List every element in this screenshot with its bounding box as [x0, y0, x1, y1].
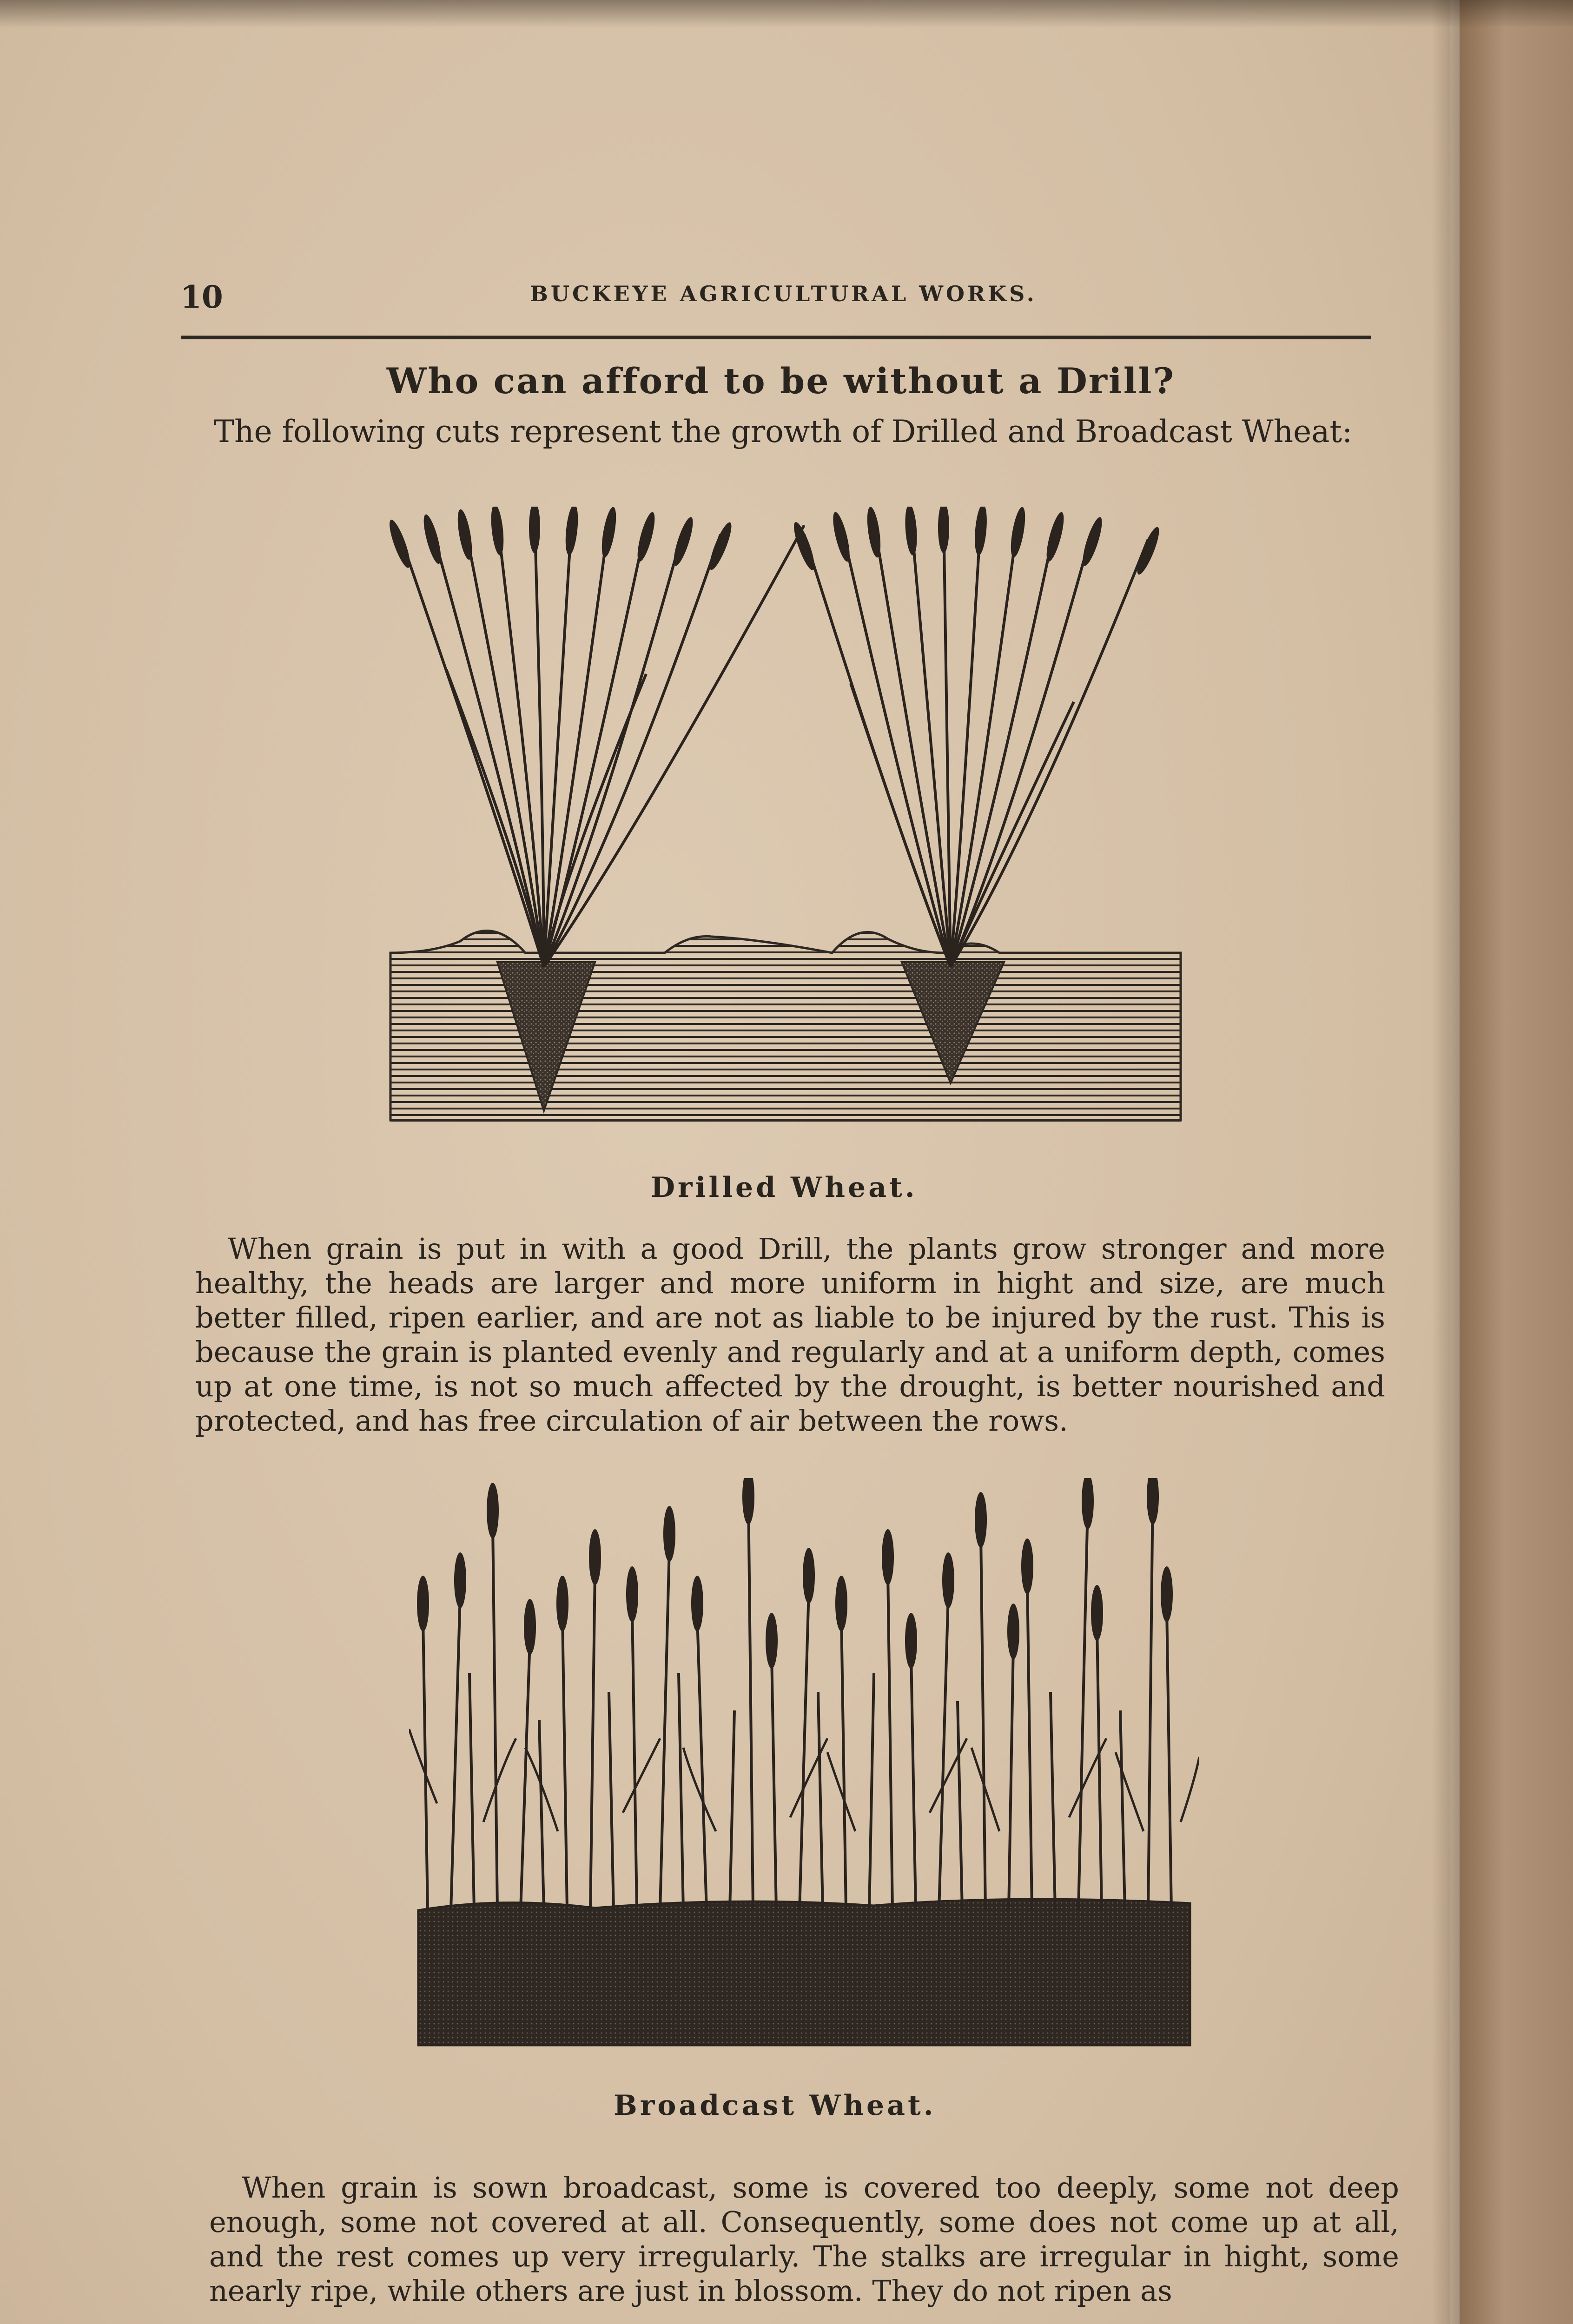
- article-intro: The following cuts represent the growth of Drilled and Broadcast Wheat:: [214, 414, 1353, 449]
- drilled-wheat-caption: Drilled Wheat.: [651, 1171, 918, 1204]
- adjacent-page-edge: [1460, 0, 1573, 2324]
- page-number: 10: [180, 279, 223, 315]
- broadcast-wheat-illustration: [409, 1478, 1199, 2054]
- broadcast-wheat-paragraph: When grain is sown broadcast, some is covered too deeply, some not deep enough, some not covered at all. Consequently, some does not come up at all, and the rest comes up very irregularly. The stalks are irregular in hight, some nearly ripe, while others are just in blossom. They do not ripen as: [209, 2171, 1399, 2308]
- drilled-wheat-illustration: [386, 507, 1185, 1129]
- running-head: BUCKEYE AGRICULTURAL WORKS.: [530, 281, 1037, 306]
- article-heading: Who can afford to be without a Drill?: [386, 360, 1176, 402]
- drilled-wheat-paragraph: When grain is put in with a good Drill, the plants grow stronger and more healthy, the heads are larger and more uniform in hight and size, are much better filled, ripen earlier, and are not as liable to be injured by the rust. This is because the grain is planted evenly and regularly and at a uniform depth, comes up at one time, is not so much affected by the drought, is better nourished and protected, and has free circulation of air between the rows.: [195, 1232, 1385, 1438]
- broadcast-wheat-caption: Broadcast Wheat.: [614, 2089, 936, 2122]
- top-edge-shadow: [0, 0, 1573, 28]
- header-rule: [181, 336, 1371, 339]
